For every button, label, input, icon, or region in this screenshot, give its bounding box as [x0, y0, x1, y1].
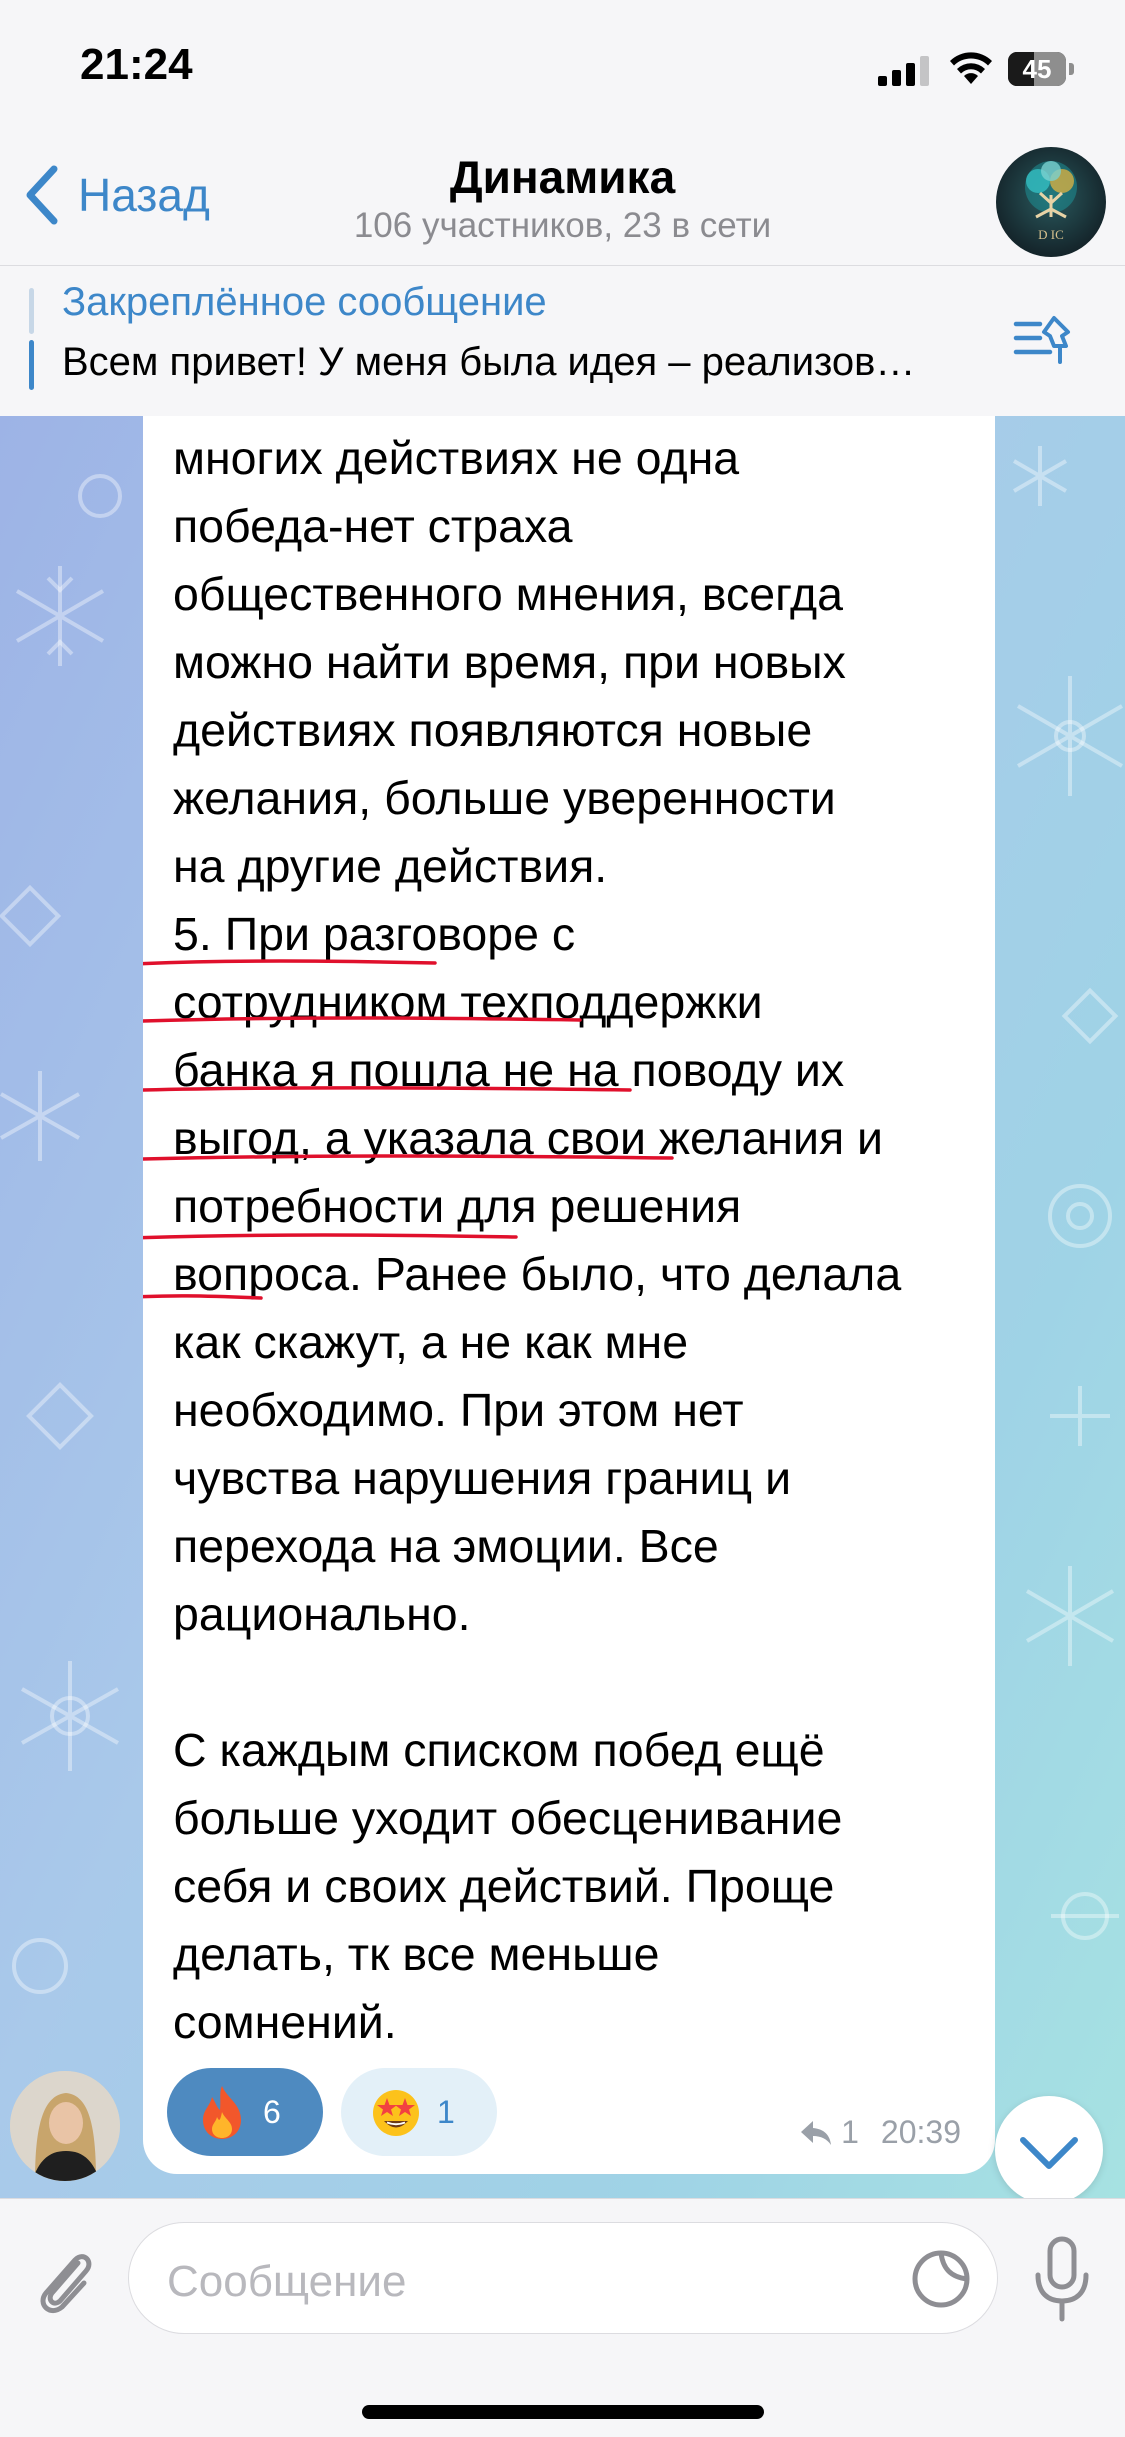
scroll-to-bottom-button[interactable] — [995, 2096, 1103, 2198]
chevron-down-icon — [995, 2096, 1103, 2198]
sticker-icon[interactable] — [909, 2247, 973, 2311]
message-line: себя и своих действий. Проще — [173, 1860, 835, 1912]
message-bubble[interactable] — [143, 416, 995, 2174]
blank-line — [173, 1648, 983, 1716]
user-photo — [10, 2071, 120, 2181]
group-avatar[interactable] — [996, 147, 1106, 257]
message-line: выгод, а указала свои желания и — [173, 1112, 884, 1164]
pinned-message[interactable] — [0, 265, 1125, 417]
pinned-title: Закреплённое сообщение — [62, 280, 547, 324]
message-meta — [799, 2114, 961, 2151]
message-line: С каждым списком побед ещё — [173, 1724, 825, 1776]
reaction-count: 1 — [437, 2093, 455, 2130]
chat-title[interactable]: Динамика — [449, 151, 676, 203]
message-line: банка я пошла не на поводу их — [173, 1044, 845, 1096]
microphone-icon[interactable] — [1030, 2235, 1094, 2325]
message-line: делать, тк все меньше — [173, 1928, 660, 1980]
message-line: вопроса. Ранее было, что делала — [173, 1248, 902, 1300]
status-bar — [0, 0, 1125, 140]
message-line: можно найти время, при новых — [173, 636, 846, 688]
message-line: на другие действия. — [173, 840, 608, 892]
fire-icon — [197, 2084, 247, 2140]
battery-percent: 45 — [1022, 54, 1052, 84]
message-line: чувства нарушения границ и — [173, 1452, 792, 1504]
chat-subtitle: 106 участников, 23 в сети — [353, 206, 772, 245]
message-line: как скажут, а не как мне — [173, 1316, 689, 1368]
back-label: Назад — [78, 169, 210, 221]
home-indicator — [362, 2405, 764, 2419]
message-line: действиях появляются новые — [173, 704, 813, 756]
message-line: потребности для решения — [173, 1180, 742, 1232]
reaction-fire[interactable] — [167, 2068, 323, 2156]
message-line: рационально. — [173, 1588, 471, 1640]
message-time: 20:39 — [880, 2114, 961, 2150]
reactions-row — [167, 2068, 497, 2156]
message-line: сотрудником техподдержки — [173, 976, 763, 1028]
paperclip-icon[interactable] — [28, 2241, 100, 2321]
message-line: необходимо. При этом нет — [173, 1384, 744, 1436]
reaction-star-struck[interactable] — [341, 2068, 497, 2156]
wifi-icon — [948, 50, 994, 86]
message-line: победа-нет страха — [173, 500, 573, 552]
message-input-bar — [0, 2198, 1125, 2437]
cellular-signal-icon — [878, 56, 932, 86]
chat-header — [0, 140, 1125, 265]
avatar-monogram: D IC — [1038, 227, 1064, 242]
status-time: 21:24 — [80, 40, 193, 89]
pinned-text: Всем привет! У меня была идея – реализов… — [62, 340, 916, 384]
chat-area[interactable] — [0, 416, 1125, 2198]
tree-logo-icon — [996, 147, 1106, 257]
reply-count: 1 — [841, 2114, 859, 2150]
pinned-list-icon[interactable] — [1010, 310, 1080, 370]
message-line: сомнений. — [173, 1996, 397, 2048]
message-text — [173, 424, 983, 2056]
reaction-count: 6 — [263, 2093, 281, 2130]
message-line: многих действиях не одна — [173, 432, 740, 484]
message-line: больше уходит обесценивание — [173, 1792, 843, 1844]
message-input-placeholder: Сообщение — [167, 2257, 407, 2306]
message-line: общественного мнения, всегда — [173, 568, 843, 620]
star-struck-icon — [371, 2084, 421, 2140]
message-line: 5. При разговоре с — [173, 908, 576, 960]
message-line: желания, больше уверенности — [173, 772, 836, 824]
message-line: перехода на эмоции. Все — [173, 1520, 719, 1572]
reply-arrow-icon — [799, 2119, 833, 2147]
message-input[interactable] — [128, 2222, 998, 2334]
battery-icon — [1008, 52, 1076, 86]
sender-avatar[interactable] — [10, 2071, 120, 2181]
